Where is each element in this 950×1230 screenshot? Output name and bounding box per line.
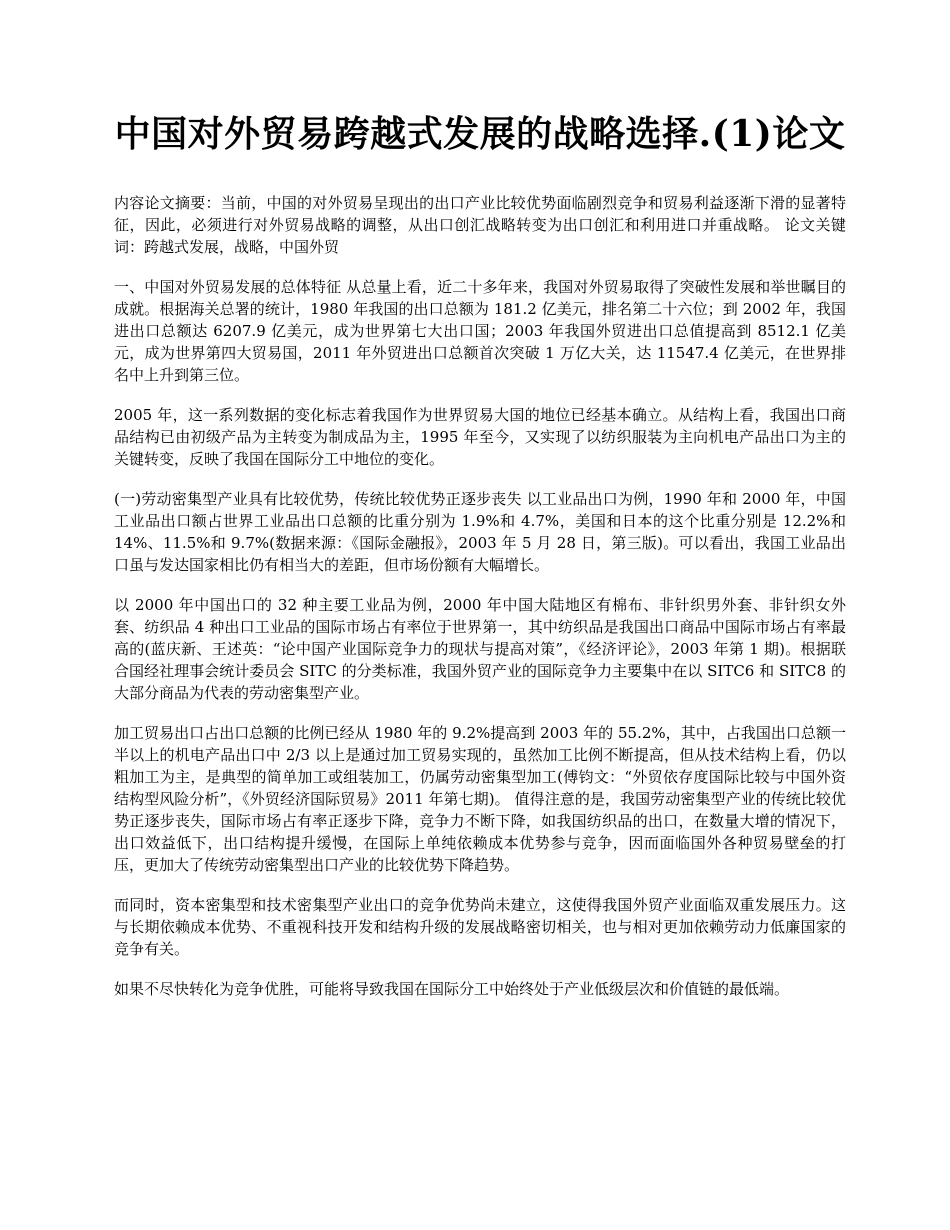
body-paragraph: 一、中国对外贸易发展的总体特征 从总量上看，近二十多年来，我国对外贸易取得了突破性发展和举世瞩目的成就。根据海关总署的统计，1980 年我国的出口总额为 181.2 亿美元，排名第二十六位；到 2002 年，我国进出口总额达 6207.9 亿美元，成为世界第七大出口国；2003 年我国外贸进出口总值提高到 8512.1 亿美元，成为世界第四大贸易国，2011 年外贸进出口总额首次突破 1 万亿大关，达 11547.4 亿美元，在世界排名中上升到第三位。 xyxy=(114,278,846,384)
body-paragraph: 而同时，资本密集型和技术密集型产业出口的竞争优势尚未建立，这使得我国外贸产业面临双重发展压力。这与长期依赖成本优势、不重视科技开发和结构升级的发展战略密切相关，也与相对更加依赖劳动力低廉国家的竞争有关。 xyxy=(114,896,846,958)
document-title: 中国对外贸易跨越式发展的战略选择.(1)论文 xyxy=(114,113,846,155)
body-paragraph: (一)劳动密集型产业具有比较优势，传统比较优势正逐步丧失 以工业品出口为例，1990 年和 2000 年，中国工业品出口额占世界工业品出口总额的比重分别为 1.9%和 4.7%，美国和日本的这个比重分别是 12.2%和 14%、11.5%和 9.7%(数据来源：《国际金融报》，2003 年 5 月 28 日，第三版)。可以看出，我国工业品出口虽与发达国家相比仍有相当大的差距，但市场份额有大幅增长。 xyxy=(114,490,846,574)
body-paragraph: 如果不尽快转化为竞争优胜，可能将导致我国在国际分工中始终处于产业低级层次和价值链的最低端。 xyxy=(114,980,790,998)
body-paragraph: 以 2000 年中国出口的 32 种主要工业品为例，2000 年中国大陆地区有棉布、非针织男外套、非针织女外套、纺织品 4 种出口工业品的国际市场占有率位于世界第一，其中纺织品是我国出口商品中国际市场占有率最高的(蓝庆新、王述英：“论中国产业国际竞争力的现状与提高对策”，《经济评论》，2003 年第 1 期)。根据联合国经社理事会统计委员会 SITC 的分类标准，我国外贸产业的国际竞争力主要集中在以 SITC6 和 SITC8 的大部分商品为代表的劳动密集型产业。 xyxy=(114,596,846,702)
body-paragraph: 加工贸易出口占出口总额的比例已经从 1980 年的 9.2%提高到 2003 年的 55.2%，其中，占我国出口总额一半以上的机电产品出口中 2/3 以上是通过加工贸易实现的，虽然加工比例不断提高，但从技术结构上看，仍以粗加工为主，是典型的简单加工或组装加工，仍属劳动密集型加工(傅钧文：“外贸依存度国际比较与中国外资结构型风险分析”，《外贸经济国际贸易》2011 年第七期)。 值得注意的是，我国劳动密集型产业的传统比较优势正逐步丧失，国际市场占有率正逐步下降，竞争力不断下降，如我国纺织品的出口，在数量大增的情况下，出口效益低下，出口结构提升缓慢，在国际上单纯依赖成本优势参与竞争，因而面临国外各种贸易壁垒的打压，更加大了传统劳动密集型出口产业的比较优势下降趋势。 xyxy=(114,724,846,874)
body-paragraph: 2005 年，这一系列数据的变化标志着我国作为世界贸易大国的地位已经基本确立。从结构上看，我国出口商品结构已由初级产品为主转变为制成品为主，1995 年至今，又实现了以纺织服装为主向机电产品出口为主的关键转变，反映了我国在国际分工中地位的变化。 xyxy=(114,406,846,468)
abstract-paragraph: 内容论文摘要：当前，中国的对外贸易呈现出的出口产业比较优势面临剧烈竞争和贸易利益逐渐下滑的显著特征，因此，必须进行对外贸易战略的调整，从出口创汇战略转变为出口创汇和利用进口并重战略。 论文关键词：跨越式发展，战略，中国外贸 xyxy=(114,194,846,256)
